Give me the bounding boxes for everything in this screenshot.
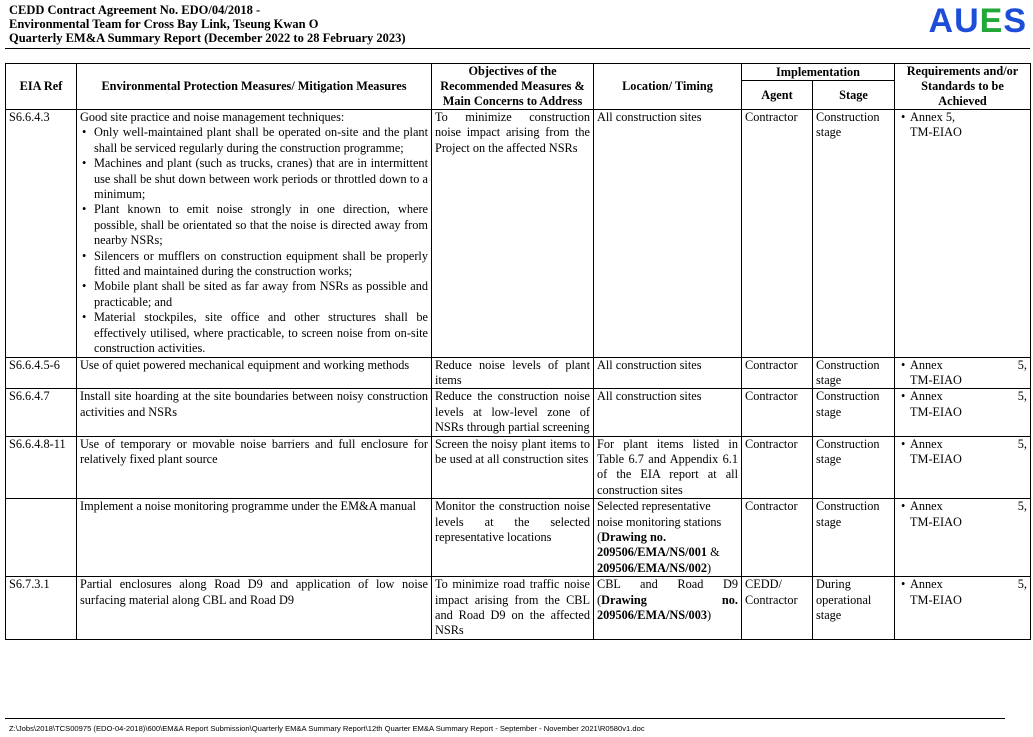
location-ampersand: & (707, 545, 720, 560)
requirement-annex-number: 5, (1017, 577, 1027, 592)
footer-divider (5, 718, 1005, 719)
mitigation-measures-table (5, 63, 1031, 640)
location-text: Selected representative noise monitoring stations ( (597, 499, 722, 544)
cell-objective: Reduce noise levels of plant items (432, 357, 594, 389)
location-drawing-ref: Drawing no. 209506/EMA/NS/003 (597, 592, 738, 622)
cell-objective: Reduce the construction noise levels at low-level zone of NSRs through partial screening (432, 389, 594, 436)
cell-stage: Construction stage (813, 389, 895, 436)
cell-eia-ref: S6.6.4.5-6 (6, 357, 77, 389)
requirement-standard: TM-EIAO (910, 372, 962, 387)
cell-agent: CEDD/ Contractor (742, 577, 813, 640)
table-row (6, 389, 1031, 436)
requirement-bullet (898, 499, 1027, 530)
cell-agent: Contractor (742, 389, 813, 436)
cell-objective: Monitor the construction noise levels at the selected representative locations (432, 499, 594, 577)
requirement-standard: TM-EIAO (910, 592, 962, 607)
cell-measure: Use of quiet powered mechanical equipment and working methods (77, 357, 432, 389)
cell-location: For plant items listed in Table 6.7 and Appendix 6.1 of the EIA report at all construction sites (594, 436, 742, 499)
header-agent: Agent (742, 81, 813, 110)
table-row (6, 357, 1031, 389)
location-close-paren: ) (707, 608, 712, 622)
requirement-bullet (898, 577, 1027, 608)
document-header (9, 3, 406, 45)
cell-eia-ref (6, 499, 77, 577)
requirement-annex: • Annex 5, (910, 110, 956, 124)
measure-intro: Good site practice and noise management techniques: (80, 110, 345, 124)
cell-agent: Contractor (742, 357, 813, 389)
location-drawing-ref-2: 209506/EMA/NS/002 (597, 560, 707, 575)
cell-eia-ref: S6.6.4.8-11 (6, 436, 77, 499)
requirement-annex: • Annex (910, 577, 943, 592)
cell-stage: Construction stage (813, 357, 895, 389)
location-drawing-ref: Drawing no. 209506/EMA/NS/001 (597, 529, 707, 560)
cell-agent: Contractor (742, 499, 813, 577)
header-team-line: Environmental Team for Cross Bay Link, Tseung Kwan O (9, 17, 319, 31)
cell-requirements (895, 436, 1031, 499)
requirement-standard: TM-EIAO (910, 514, 962, 529)
header-requirements: Requirements and/or Standards to be Achieved (895, 64, 1031, 110)
header-stage: Stage (813, 81, 895, 110)
footer-file-path: Z:\Jobs\2018\TCS00975 (EDO-04-2018)\600\EM&A Report Submission\Quarterly EM&A Summary Report\12th Quarter EM&A Summary Report - September - November 2021\R0580v1.doc (9, 724, 645, 733)
requirement-bullet (898, 389, 1027, 420)
header-objectives: Objectives of the Recommended Measures & Main Concerns to Address (432, 64, 594, 110)
cell-stage: Construction stage (813, 499, 895, 577)
table-header-row (6, 64, 1031, 81)
requirement-annex-number: 5, (1017, 357, 1027, 372)
cell-measure: Use of temporary or movable noise barriers and full enclosure for relatively fixed plant source (77, 436, 432, 499)
list-item: • Machines and plant (such as trucks, cranes) that are in intermittent use shall be shut down between work periods or throttled down to a minimum; (94, 156, 428, 202)
logo-letter-a: A (928, 2, 955, 40)
table-row (6, 110, 1031, 358)
list-item: • Only well-maintained plant shall be operated on-site and the plant shall be serviced regularly during the construction programme; (94, 125, 428, 156)
list-item: • Material stockpiles, site office and other structures shall be effectively utilised, where practicable, to screen noise from on-site construction activities. (94, 310, 428, 356)
cell-requirements (895, 577, 1031, 640)
cell-location (594, 499, 742, 577)
location-close-paren: ) (707, 560, 712, 575)
logo-letter-u: U (954, 2, 980, 40)
requirement-annex: • Annex (910, 389, 943, 404)
aues-logo (929, 2, 1028, 40)
header-report-line: Quarterly EM&A Summary Report (December 2022 to 28 February 2023) (9, 31, 406, 45)
requirement-annex-number: 5, (1017, 389, 1027, 404)
header-implementation: Implementation (742, 64, 895, 81)
cell-agent: Contractor (742, 436, 813, 499)
requirement-standard: TM-EIAO (910, 404, 962, 419)
cell-agent: Contractor (742, 110, 813, 358)
cell-stage: Construction stage (813, 110, 895, 358)
requirement-annex: • Annex (910, 357, 943, 372)
cell-location: All construction sites (594, 357, 742, 389)
cell-objective: Screen the noisy plant items to be used at all construction sites (432, 436, 594, 499)
table-row (6, 577, 1031, 640)
logo-letter-e: E (979, 2, 1004, 40)
requirement-bullet (898, 437, 1027, 468)
cell-eia-ref: S6.6.4.3 (6, 110, 77, 358)
cell-stage: During operational stage (813, 577, 895, 640)
list-item: • Silencers or mufflers on construction equipment shall be properly fitted and maintained during the construction works; (94, 249, 428, 280)
logo-letter-s: S (1003, 2, 1027, 40)
requirement-bullet (898, 358, 1027, 389)
requirement-standard: TM-EIAO (910, 451, 962, 466)
cell-requirements (895, 499, 1031, 577)
cell-location: All construction sites (594, 389, 742, 436)
cell-measure: Partial enclosures along Road D9 and application of low noise surfacing material along CBL and Road D9 (77, 577, 432, 640)
header-measures: Environmental Protection Measures/ Mitigation Measures (77, 64, 432, 110)
requirement-bullet (898, 110, 1027, 141)
list-item: • Mobile plant shall be sited as far away from NSRs as possible and practicable; and (94, 279, 428, 310)
cell-stage: Construction stage (813, 436, 895, 499)
cell-measure: Implement a noise monitoring programme under the EM&A manual (77, 499, 432, 577)
measure-bullet-list (80, 125, 428, 356)
cell-measure (77, 110, 432, 358)
cell-location (594, 577, 742, 640)
header-eia-ref: EIA Ref (6, 64, 77, 110)
requirement-annex-number: 5, (1017, 436, 1027, 451)
cell-eia-ref: S6.7.3.1 (6, 577, 77, 640)
requirement-annex: • Annex (910, 436, 943, 451)
cell-measure: Install site hoarding at the site boundaries between noisy construction activities and NSRs (77, 389, 432, 436)
table-row (6, 499, 1031, 577)
cell-location: All construction sites (594, 110, 742, 358)
header-location: Location/ Timing (594, 64, 742, 110)
header-divider (5, 48, 1030, 49)
cell-objective: To minimize construction noise impact arising from the Project on the affected NSRs (432, 110, 594, 358)
table-row (6, 436, 1031, 499)
requirement-annex: • Annex (910, 499, 943, 514)
cell-requirements (895, 110, 1031, 358)
requirement-annex-number: 5, (1017, 499, 1027, 514)
requirement-standard: TM-EIAO (910, 125, 962, 140)
cell-requirements (895, 389, 1031, 436)
cell-eia-ref: S6.6.4.7 (6, 389, 77, 436)
header-contract-line: CEDD Contract Agreement No. EDO/04/2018 - (9, 3, 261, 17)
location-text: CBL and Road D9 ( (597, 577, 738, 607)
list-item: • Plant known to emit noise strongly in one direction, where possible, shall be orientated so that the noise is directed away from nearby NSRs; (94, 202, 428, 248)
cell-requirements (895, 357, 1031, 389)
cell-objective: To minimize road traffic noise impact arising from the CBL and Road D9 on the affected NSRs (432, 577, 594, 640)
